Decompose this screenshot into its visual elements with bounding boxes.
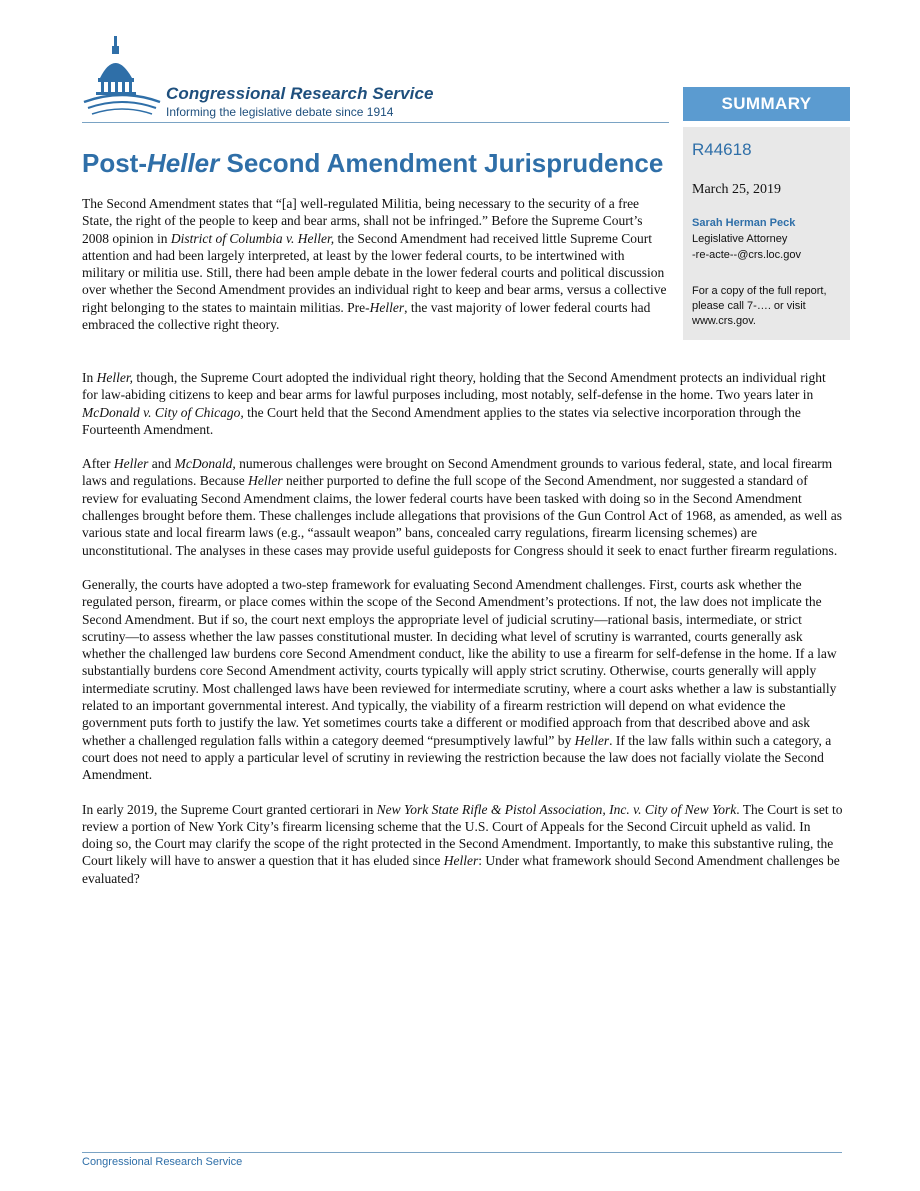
crs-logo [82,34,482,124]
italic-run: Heller [248,473,283,489]
text-run: the Second Amendment had received little Supreme Court attention and had been largely interpreted, at least by the lower federal courts, to be intertwined with military or militia use. Still, there had been ample debate in the lower federal courts and political discussion over whether the Second Amendment provides an individual right to keep and bear arms, versus a collective right belonging to the states to maintain militias. Pre- [82,230,667,315]
text-run: . The Court is set to review a portion of New York City’s firearm licensing scheme that the U.S. Court of Appeals for the Second Circuit upheld as valid. In doing so, the Court may clarify the scope of the right protected in the Second Amendment. Importantly, to make this substantive ruling, the Court likely will have to answer a question that it has eluded since [82,801,843,869]
title-suffix: Second Amendment Jurisprudence [219,148,664,178]
sidebar-panel [683,127,850,340]
author-name: Sarah Herman Peck [692,217,796,229]
report-number: R44618 [692,140,752,159]
footer-divider [82,1152,842,1153]
text-run: In early 2019, the Supreme Court granted certiorari in [82,801,377,817]
summary-paragraph [82,576,844,784]
report-date: March 25, 2019 [692,182,782,197]
italic-run: Heller [369,299,405,315]
copy-note-line: For a copy of the full report, [692,285,827,297]
text-run: After [82,456,114,472]
footer-text: Congressional Research Service [82,1156,243,1168]
summary-paragraph [82,801,844,887]
page-title [82,148,663,179]
text-run: : Under what framework should Second Amendment challenges be evaluated? [82,853,840,886]
text-run: , the vast majority of lower federal courts had embraced the collective right theory. [82,299,651,333]
summary-paragraph [82,195,670,333]
italic-run: Heller, [96,370,133,385]
text-run: . If the law falls within such a category, a court does not need to apply a particular level of scrutiny in reviewing the restriction because the law does not facially violate the Second Amendment. [82,732,832,783]
text-run: and [148,456,175,472]
org-tagline: Informing the legislative debate since 1914 [166,105,394,119]
copy-note-line: www.crs.gov. [692,315,756,327]
italic-run: McDonald v. City of Chicago, [82,404,244,420]
capitol-dome-icon [82,34,162,124]
text-run: Generally, the courts have adopted a two-step framework for evaluating Second Amendment challenges. First, courts ask whether the regulated person, firearm, or place comes within the scope of the Second Amendment’s protections. If not, the law does not implicate the Second Amendment. But if so, the court next employs the appropriate level of judicial scrutiny—rational basis, intermediate, or strict scrutiny—to assess whether the law passes constitutional muster. In deciding what level of scrutiny is warranted, courts generally ask whether the challenged law burdens core Second Amendment conduct, like the ability to use a firearm for self-defense in the home. If a law substantially burdens core Second Amendment activity, courts typically will apply strict scrutiny. Otherwise, courts generally will apply intermediate scrutiny. Most challenged laws have been reviewed for intermediate scrutiny, where a court asks whether a law is substantially related to an important governmental interest. And typically, the viability of a firearm restriction will depend on what evidence the government puts forth to justify the law. Yet sometimes courts take a different or modified approach from that described above and ask whether a challenged regulation falls within a category deemed “presumptively lawful” by [82,576,837,748]
text-run: numerous challenges were brought on Second Amendment grounds to various federal, state, and local firearm laws and regulations. Because [82,456,833,489]
text-run: In [82,370,97,385]
text-run: The Second Amendment states that “[a] well-regulated Militia, being necessary to the security of a free State, the right of the people to keep and bear arms, shall not be infringed.” Before the Supreme Court’s 2008 opinion in [82,196,643,246]
italic-run: District of Columbia v. Heller, [170,230,335,246]
summary-heading: SUMMARY [683,87,850,121]
summary-paragraph [82,455,844,559]
italic-run: Heller [574,732,610,748]
title-prefix: Post- [82,148,147,178]
title-italic: Heller [147,148,220,178]
text-run: the Court held that the Second Amendment applies to the states via selective incorporation through the Fourteenth Amendment. [82,404,801,437]
copy-note-line: please call 7-…. or visit [692,300,806,312]
italic-run: McDonald, [174,456,236,472]
summary-sidebar [683,87,850,340]
org-name: Congressional Research Service [166,84,434,103]
italic-run: Heller [443,853,479,869]
italic-run: New York State Rifle & Pistol Association, Inc. v. City of New York [376,801,737,817]
italic-run: Heller [113,456,149,472]
text-run: though, the Supreme Court adopted the individual right theory, holding that the Second Amendment protects an individual right for law-abiding citizens to keep and bear arms for lawful purposes including, most notably, self-defense in the home. Two years later in [82,370,826,403]
author-email: -re-acte--@crs.loc.gov [692,249,801,261]
summary-body [82,369,844,904]
text-run: neither purported to define the full scope of the Second Amendment, nor suggested a standard of review for evaluating Second Amendment claims, the lower federal courts have been tasked with doing so in the Second Amendment challenges brought before them. These challenges include allegations that provisions of the Gun Control Act of 1968, as amended, as well as various state and local firearm laws (e.g., “assault weapon” bans, concealed carry regulations, firearm licensing schemes) are unconstitutional. The analyses in these cases may provide useful guideposts for Congress should it seek to enact further firearm regulations. [82,473,843,558]
author-title: Legislative Attorney [692,233,788,245]
summary-paragraph [82,369,844,438]
header-divider [82,122,669,123]
